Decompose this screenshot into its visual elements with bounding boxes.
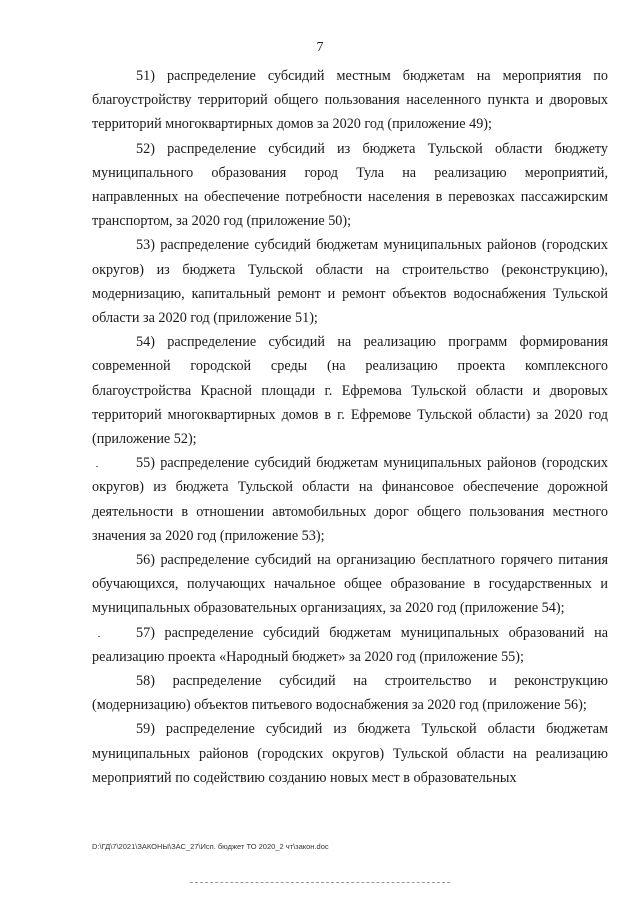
paragraph-53: 53) распределение субсидий бюджетам муниципальных районов (городских округов) из бюджета Тульской области на строительство (реконструкцию), модернизацию, капитальный ремонт и ремонт объектов водоснабжения Тульской области за 2020 год (приложение 51); [92,237,608,327]
paragraph-52: 52) распределение субсидий из бюджета Тульской области бюджету муниципального образования город Тула на реализацию мероприятий, направленных на обеспечение потребности населения в перевозках пассажирским транспортом, за 2020 год (приложение 50); [92,140,608,230]
paragraph-56: 56) распределение субсидий на организацию бесплатного горячего питания обучающихся, получающих начальное общее образование в государственных и муниципальных образовательных организациях, за 2020 год (приложение 54); [92,552,608,617]
paragraph-57: 57) распределение субсидий бюджетам муниципальных образований на реализацию проекта «Народный бюджет» за 2020 год (приложение 55); [92,624,608,665]
document-body [92,64,608,790]
scan-artifact-line [190,882,450,883]
paragraph-54: 54) распределение субсидий на реализацию программ формирования современной городской среды (на реализацию проекта комплексного благоустройства Красной площади г. Ефремова Тульской области и дворовых территорий многоквартирных домов в г. Ефремове Тульской области) за 2020 год (приложение 52); [92,334,608,448]
footer-file-path: D:\ГД\7\2021\ЗАКОНЫ\ЗАС_27\Исп. бюджет ТО 2020_2 чт\закон.doc [92,842,329,851]
paragraph-51: 51) распределение субсидий местным бюджетам на мероприятия по благоустройству территорий общего пользования населенного пункта и дворовых территорий многоквартирных домов за 2020 год (приложение 49); [92,68,608,133]
page-number: 7 [316,40,324,55]
scan-speck [98,636,100,637]
paragraph-59: 59) распределение субсидий из бюджета Тульской области бюджетам муниципальных районов (городских округов) Тульской области на реализацию мероприятий по содействию созданию новых мест в образовательных [92,721,608,786]
paragraph-55: 55) распределение субсидий бюджетам муниципальных районов (городских округов) из бюджета Тульской области на финансовое обеспечение дорожной деятельности в отношении автомобильных дорог общего пользования местного значения за 2020 год (приложение 53); [92,455,608,544]
paragraph-58: 58) распределение субсидий на строительство и реконструкцию (модернизацию) объектов питьевого водоснабжения за 2020 год (приложение 56); [92,673,608,714]
scan-speck [96,466,98,467]
